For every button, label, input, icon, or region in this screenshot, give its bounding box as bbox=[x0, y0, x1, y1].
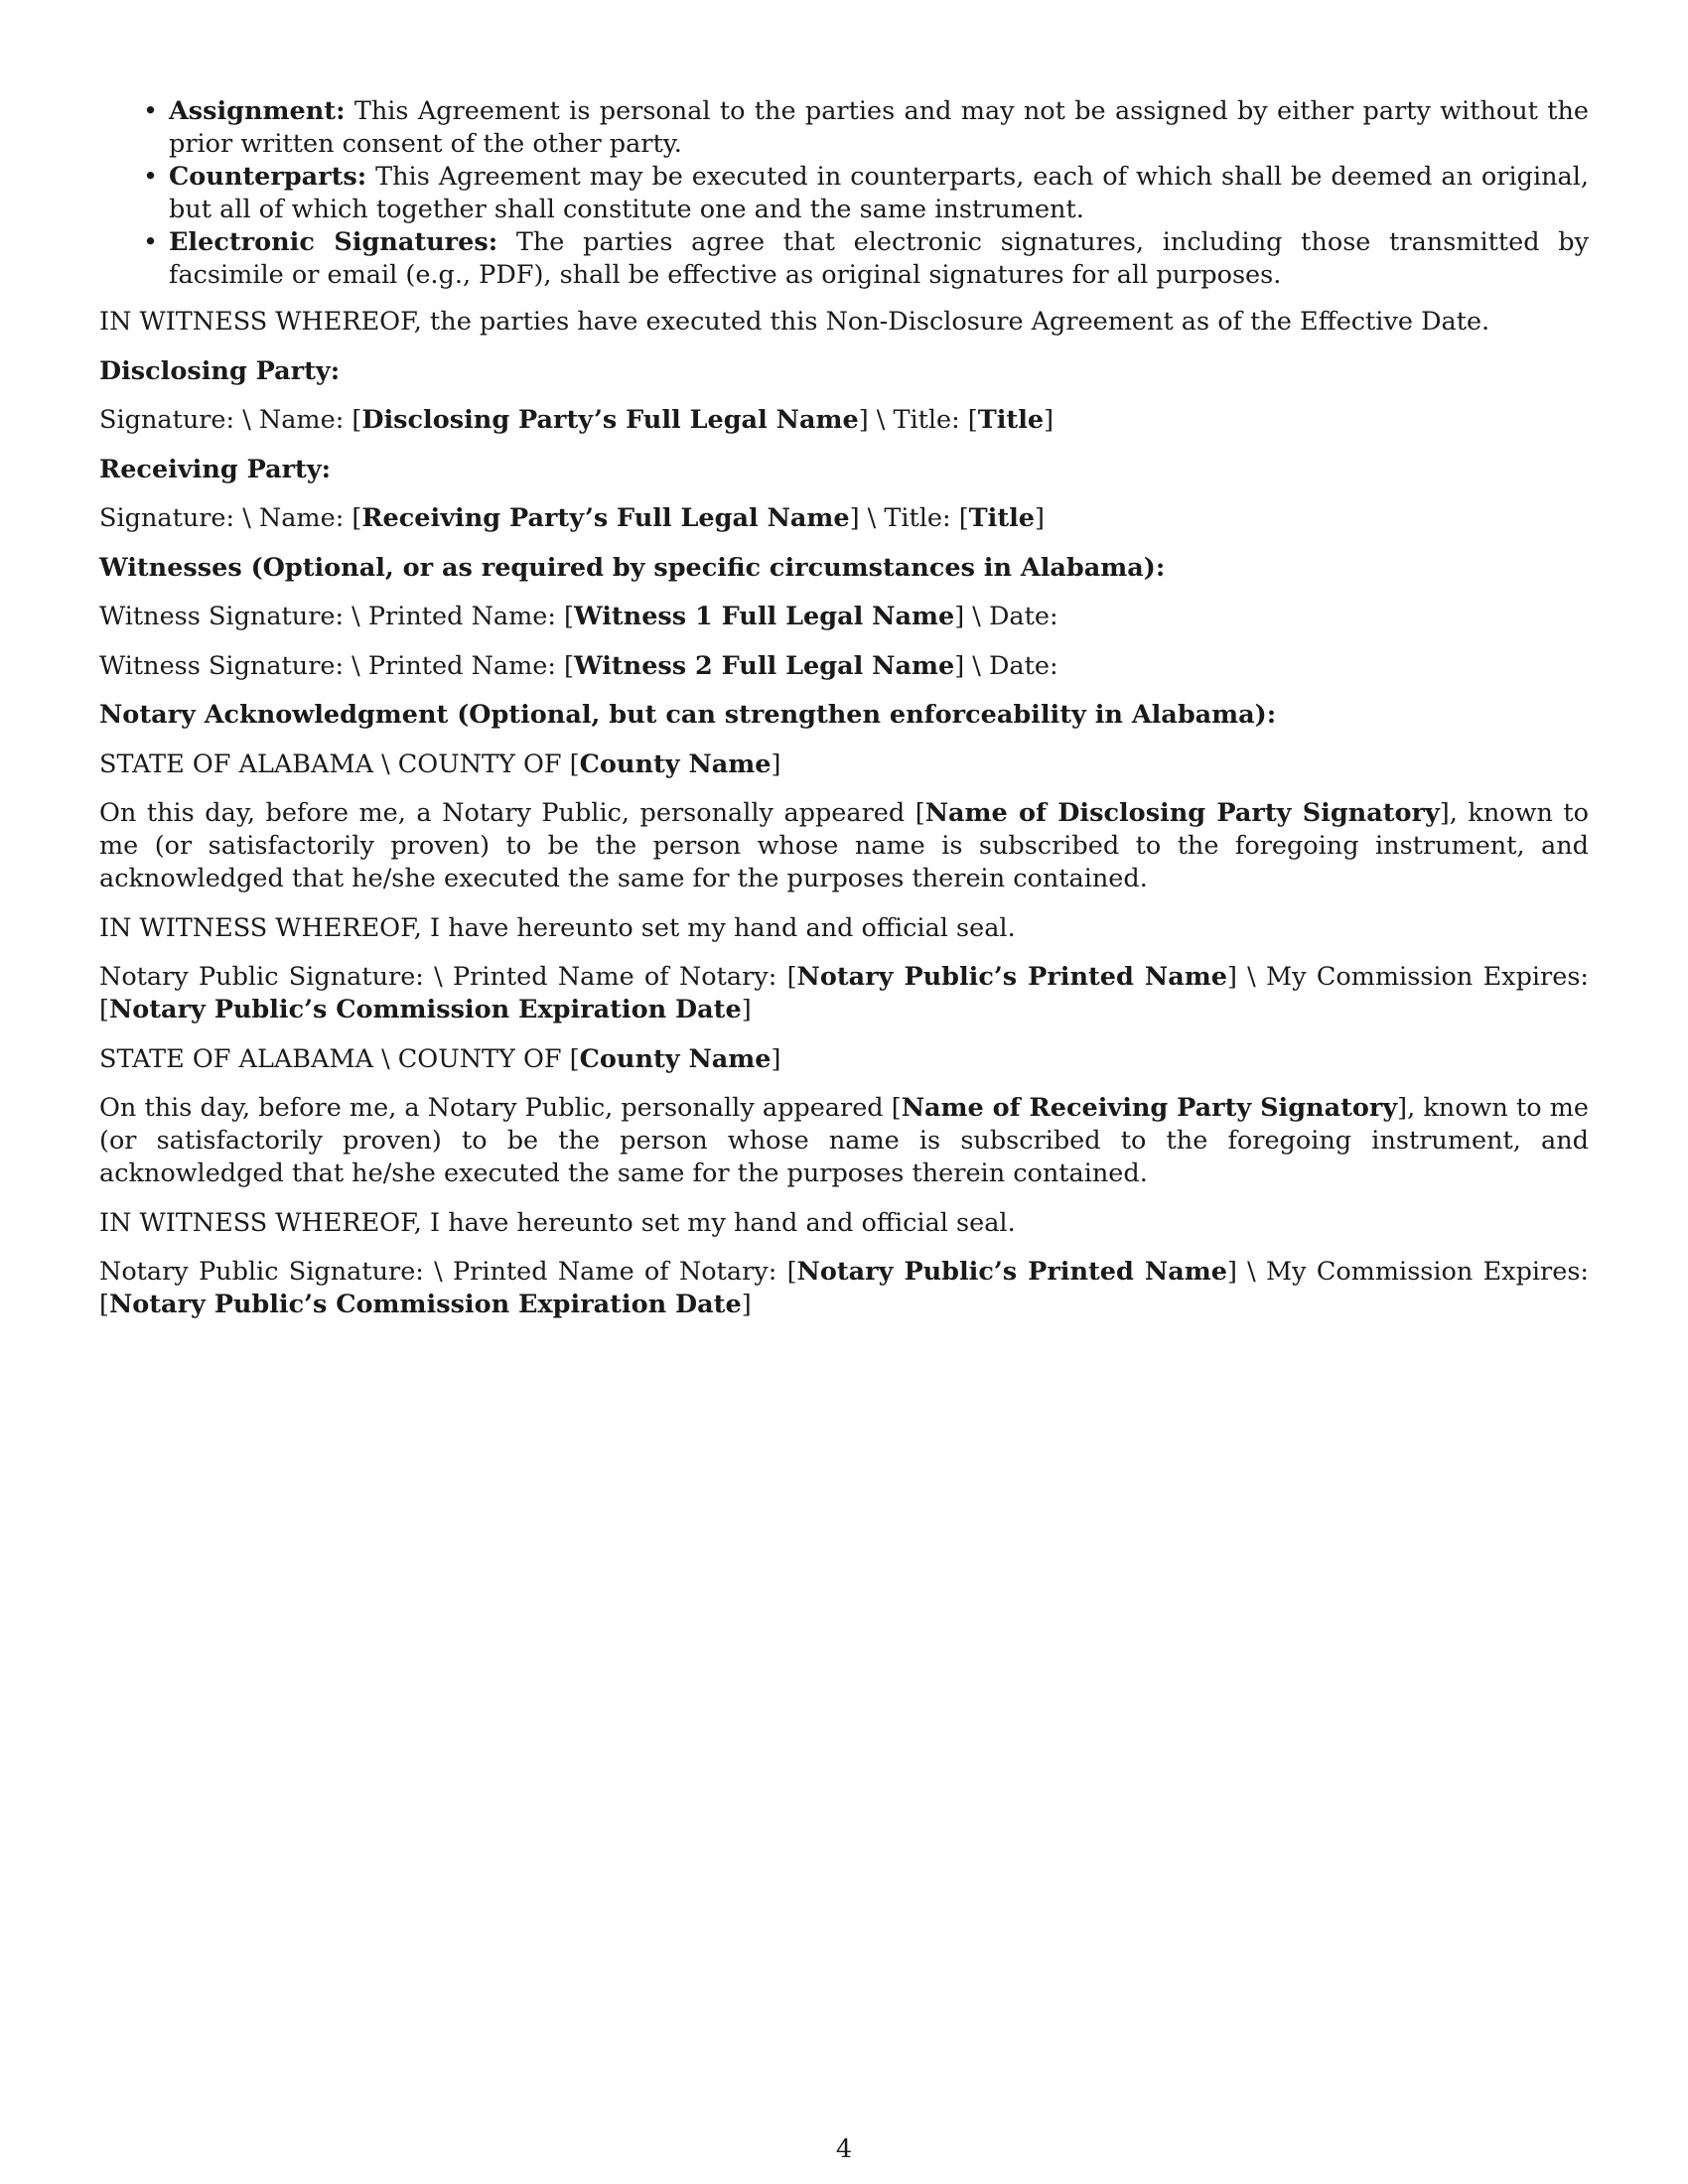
witnesses-heading: Witnesses (Optional, or as required by specific circumstances in Alabama): bbox=[99, 552, 1166, 583]
notary-2-signature-line: Notary Public Signature: \ Printed Name of Notary: [Notary Public’s Printed Name] \ My Commission Expires: [Notary Public’s Commission Expiration Date] bbox=[99, 1257, 1590, 1319]
clause-assignment bbox=[169, 95, 1589, 161]
clause-counterparts bbox=[169, 161, 1589, 226]
notary-1-state-county: STATE OF ALABAMA \ COUNTY OF [County Name] bbox=[99, 749, 781, 779]
disclosing-name-placeholder: Disclosing Party’s Full Legal Name bbox=[361, 405, 859, 435]
disclosing-signatory-placeholder: Name of Disclosing Party Signatory bbox=[924, 798, 1440, 828]
disclosing-title-placeholder: Title bbox=[977, 405, 1045, 435]
clause-label: Counterparts: bbox=[169, 162, 367, 192]
disclosing-party-heading: Disclosing Party: bbox=[99, 355, 341, 386]
notary-1-seal-statement: IN WITNESS WHEREOF, I have hereunto set my hand and official seal. bbox=[99, 912, 1016, 943]
receiving-party-heading: Receiving Party: bbox=[99, 454, 332, 484]
clause-label: Assignment: bbox=[169, 96, 346, 126]
witness-statement: IN WITNESS WHEREOF, the parties have executed this Non-Disclosure Agreement as of the Effective Date. bbox=[99, 307, 1490, 337]
receiving-signatory-placeholder: Name of Receiving Party Signatory bbox=[901, 1093, 1398, 1123]
commission-expiration-placeholder: Notary Public’s Commission Expiration Date bbox=[108, 1290, 742, 1319]
notary-heading: Notary Acknowledgment (Optional, but can strengthen enforceability in Alabama): bbox=[99, 700, 1277, 730]
commission-expiration-placeholder: Notary Public’s Commission Expiration Date bbox=[108, 995, 742, 1024]
witness-2-name-placeholder: Witness 2 Full Legal Name bbox=[574, 650, 955, 681]
witness-1-name-placeholder: Witness 1 Full Legal Name bbox=[574, 602, 955, 631]
notary-printed-name-placeholder: Notary Public’s Printed Name bbox=[796, 962, 1227, 992]
disclosing-signature-line: Signature: \ Name: [Disclosing Party’s Full Legal Name] \ Title: [Title] bbox=[99, 405, 1055, 435]
notary-1-acknowledgment: On this day, before me, a Notary Public, personally appeared [Name of Disclosing Party Signatory], known to me (or satisfactorily proven) to be the person whose name is subscribed to the foregoing instrument, and acknowledged that he/she executed the same for the purposes therein contained. bbox=[99, 798, 1589, 893]
document-page bbox=[99, 95, 1589, 1338]
notary-1-signature-line: Notary Public Signature: \ Printed Name of Notary: [Notary Public’s Printed Name] \ My Commission Expires: [Notary Public’s Commission Expiration Date] bbox=[99, 962, 1590, 1024]
clause-text: This Agreement may be executed in counterparts, each of which shall be deemed an original, but all of which together shall constitute one and the same instrument. bbox=[169, 162, 1589, 224]
receiving-name-placeholder: Receiving Party’s Full Legal Name bbox=[361, 503, 850, 533]
witness-2-line: Witness Signature: \ Printed Name: [Witness 2 Full Legal Name] \ Date: bbox=[99, 650, 1058, 681]
witness-1-line: Witness Signature: \ Printed Name: [Witness 1 Full Legal Name] \ Date: bbox=[99, 602, 1058, 631]
clause-label: Electronic Signatures: bbox=[169, 227, 498, 257]
notary-2-acknowledgment: On this day, before me, a Notary Public, personally appeared [Name of Receiving Party Signatory], known to me (or satisfactorily proven) to be the person whose name is subscribed to the foregoing instrument, and acknowledged that he/she executed the same for the purposes therein contained. bbox=[99, 1093, 1589, 1188]
notary-2-seal-statement: IN WITNESS WHEREOF, I have hereunto set my hand and official seal. bbox=[99, 1207, 1016, 1238]
receiving-signature-line: Signature: \ Name: [Receiving Party’s Full Legal Name] \ Title: [Title] bbox=[99, 503, 1045, 533]
notary-2-state-county: STATE OF ALABAMA \ COUNTY OF [County Name] bbox=[99, 1043, 781, 1074]
clause-electronic-signatures bbox=[169, 226, 1589, 292]
county-name-placeholder: County Name bbox=[579, 1043, 772, 1074]
clause-text: The parties agree that electronic signatures, including those transmitted by facsimile or email (e.g., PDF), shall be effective as original signatures for all purposes. bbox=[169, 227, 1589, 290]
page-number: 4 bbox=[835, 2134, 853, 2164]
clause-list bbox=[99, 95, 1589, 292]
notary-printed-name-placeholder: Notary Public’s Printed Name bbox=[796, 1257, 1227, 1287]
clause-text: This Agreement is personal to the parties and may not be assigned by either party without the prior written consent of the other party. bbox=[169, 96, 1589, 159]
receiving-title-placeholder: Title bbox=[968, 503, 1036, 533]
county-name-placeholder: County Name bbox=[579, 749, 772, 779]
